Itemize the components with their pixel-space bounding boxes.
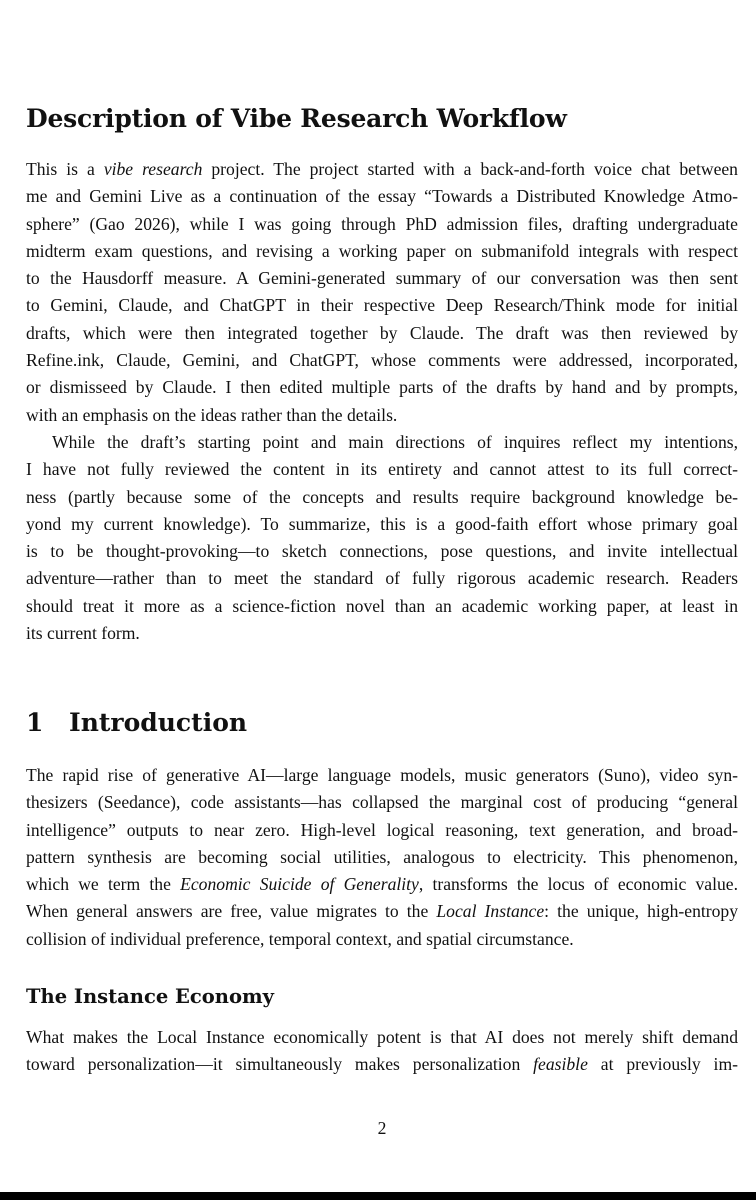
text-line: me and Gemini Live as a continuation of the essay “Towards a Distributed Knowledge Atmo- <box>26 186 738 207</box>
bottom-border <box>0 1192 756 1200</box>
text-line: thesizers (Seedance), code assistants—has collapsed the marginal cost of producing “general <box>26 792 738 813</box>
text-line: collision of individual preference, temporal context, and spatial circumstance. <box>26 928 574 949</box>
text-line: to the Hausdorff measure. A Gemini-generated summary of our conversation was then sent <box>26 268 738 289</box>
instance-economy-heading: The Instance Economy <box>26 985 274 1008</box>
text-line: is to be thought-provoking—to sketch connections, pose questions, and invite intellectual <box>26 541 738 562</box>
text-line: which we term the Economic Suicide of Generality, transforms the locus of economic value. <box>26 874 738 895</box>
workflow-paragraph-1 <box>26 156 738 429</box>
text-line: midterm exam questions, and revising a working paper on submanifold integrals with respect <box>26 240 738 261</box>
text-line: The rapid rise of generative AI—large language models, music generators (Suno), video syn- <box>26 765 738 785</box>
instance-economy-paragraph-1 <box>26 1024 738 1079</box>
text-line: pattern synthesis are becoming social utilities, analogous to electricity. This phenomenon, <box>26 846 738 867</box>
text-line: sphere” (Gao 2026), while I was going through PhD admission files, drafting undergraduate <box>26 213 738 234</box>
section-number: 1 <box>26 708 44 737</box>
introduction-paragraph-1 <box>26 762 738 953</box>
text-line: Refine.ink, Claude, Gemini, and ChatGPT, whose comments were addressed, incorporated, <box>26 350 738 371</box>
text-line: What makes the Local Instance economically potent is that AI does not merely shift demand <box>26 1027 738 1047</box>
text-line: adventure—rather than to meet the standard of fully rigorous academic research. Readers <box>26 568 738 589</box>
text-line: to Gemini, Claude, and ChatGPT in their respective Deep Research/Think mode for initial <box>26 295 738 316</box>
section-title: Introduction <box>69 708 248 737</box>
text-line: While the draft’s starting point and main directions of inquires reflect my intentions, <box>52 432 738 452</box>
workflow-paragraph-2 <box>26 429 738 647</box>
page-number: 2 <box>377 1118 387 1138</box>
text-line: I have not fully reviewed the content in its entirety and cannot attest to its full correct- <box>26 459 738 480</box>
paper-page <box>26 0 738 1190</box>
text-line: When general answers are free, value migrates to the Local Instance: the unique, high-entropy <box>26 901 739 922</box>
text-line: This is a vibe research project. The project started with a back-and-forth voice chat between <box>26 159 738 179</box>
text-line: drafts, which were then integrated together by Claude. The draft was then reviewed by <box>26 322 738 343</box>
text-line: with an emphasis on the ideas rather than the details. <box>26 404 398 425</box>
text-line: toward personalization—it simultaneously makes personalization feasible at previously im- <box>26 1054 738 1075</box>
text-line: yond my current knowledge). To summarize, this is a good-faith effort whose primary goal <box>26 513 738 534</box>
text-line: its current form. <box>26 623 140 644</box>
workflow-heading: Description of Vibe Research Workflow <box>26 104 567 133</box>
text-line: or dismisseed by Claude. I then edited multiple parts of the drafts by hand and by prompts, <box>26 377 738 398</box>
text-line: ness (partly because some of the concepts and results require background knowledge be- <box>26 486 738 507</box>
text-line: intelligence” outputs to near zero. High-level logical reasoning, text generation, and broad- <box>26 819 738 840</box>
introduction-heading <box>26 708 247 737</box>
text-line: should treat it more as a science-fiction novel than an academic working paper, at least in <box>26 595 738 616</box>
